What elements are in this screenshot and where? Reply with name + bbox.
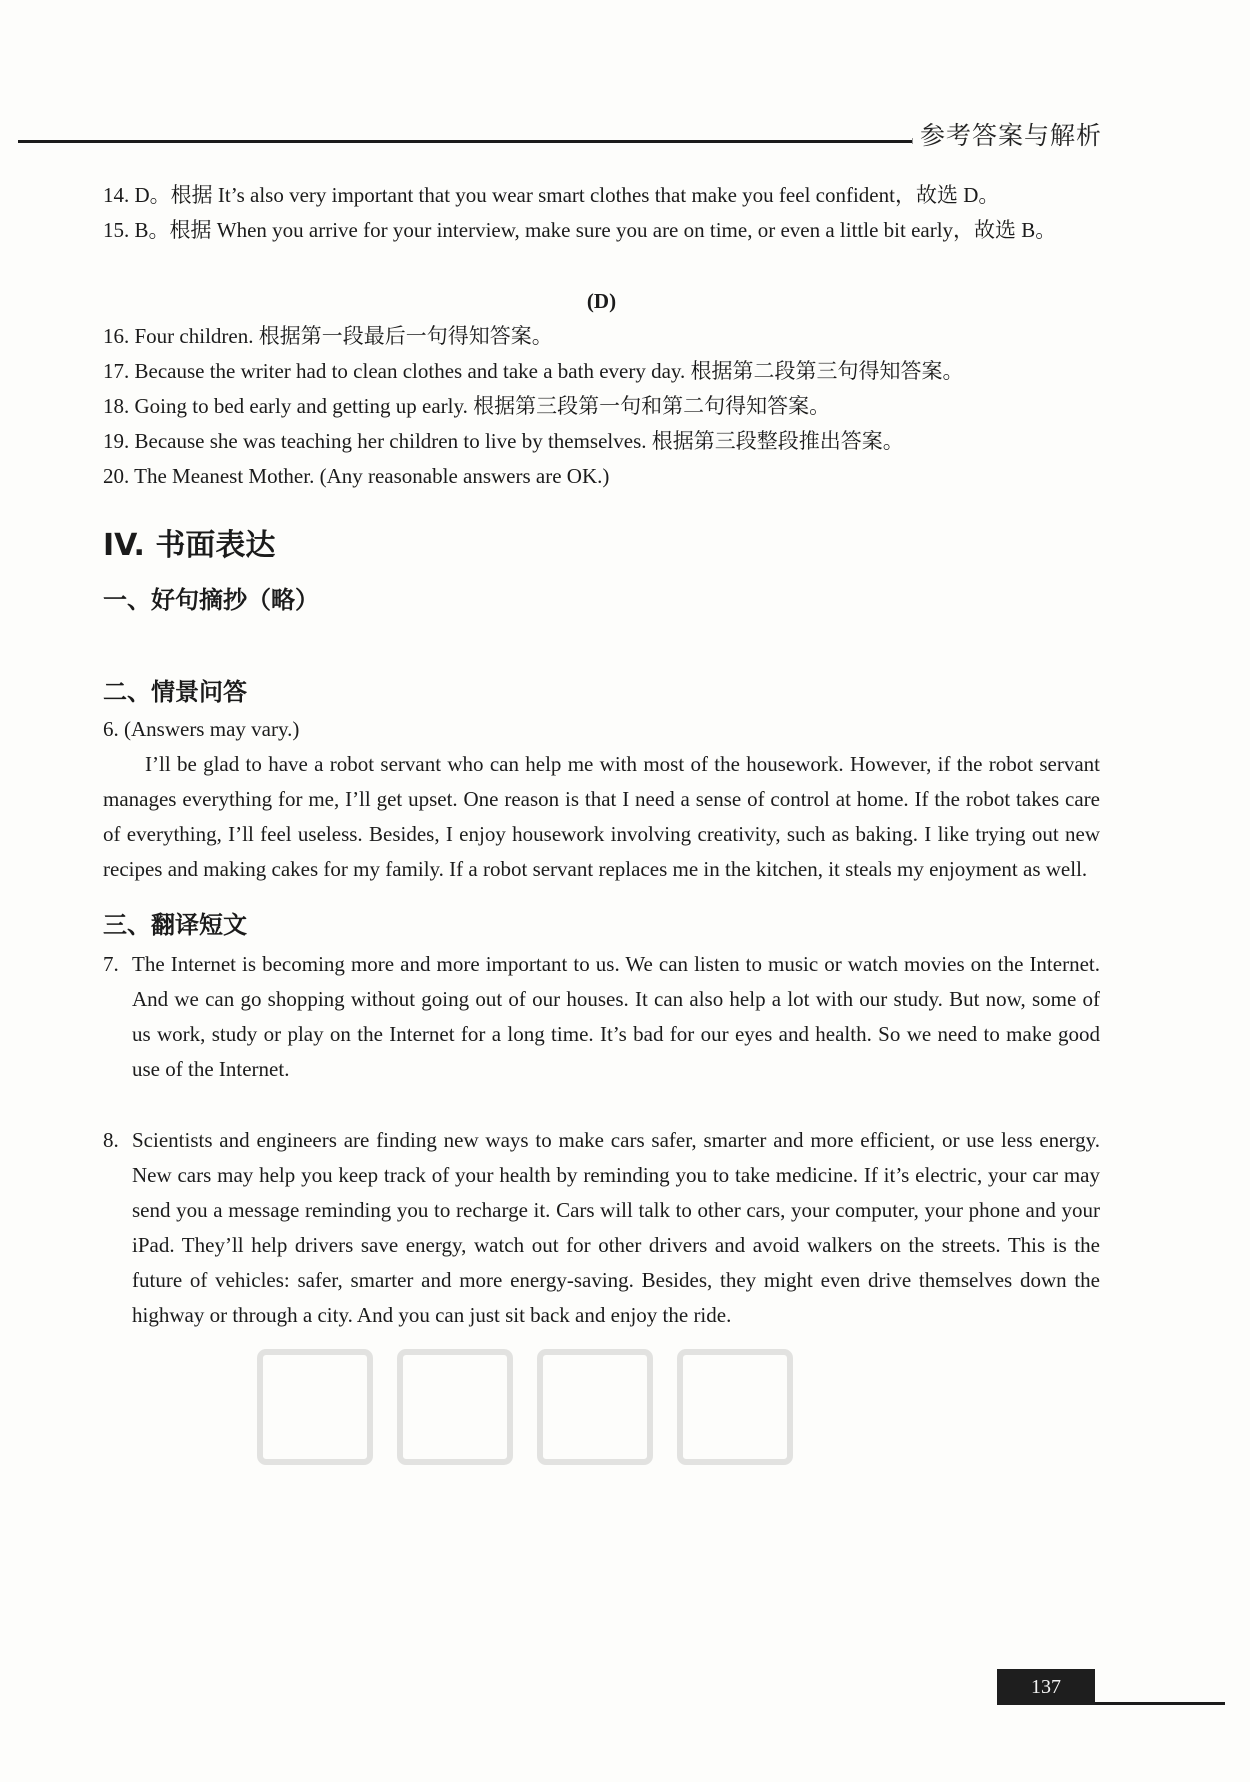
footer-rule: [1095, 1702, 1225, 1705]
translation-item-7-text: The Internet is becoming more and more important to us. We can listen to music or watch movies on the Internet. And we can go shopping without going out of our houses. It can also help a lot with our study. But now, some of us work, study or play on the Internet for a long time. It’s bad for our eyes and health. So we need to make good use of the Internet.: [132, 952, 1100, 1081]
translation-item-7-number: 7.: [103, 952, 119, 976]
translation-item-8-number: 8.: [103, 1128, 119, 1152]
question-6-answer: I’ll be glad to have a robot servant who can help me with most of the housework. However, if the robot servant manages everything for me, I’ll get upset. One reason is that I need a sense of control at home. If the robot takes care of everything, I’ll feel useless. Besides, I enjoy housework involving creativity, such as baking. I like trying out new recipes and making cakes for my family. If a robot servant replaces me in the kitchen, it steals my enjoyment as well.: [103, 752, 1100, 881]
part3-heading: 三、翻译短文: [103, 911, 247, 939]
part1-heading: 一、好句摘抄（略）: [103, 586, 319, 614]
answer-item-14: 14. D。根据 It’s also very important that you wear smart clothes that make you feel confident，故选 D。: [103, 183, 1000, 207]
section-iv-heading: IV. 书面表达: [103, 528, 276, 563]
page-number: 137: [997, 1669, 1095, 1705]
section-d-label: (D): [586, 289, 617, 313]
content-body: [103, 178, 1100, 1333]
header-separator: [912, 138, 913, 144]
watermark-graphic: [250, 1332, 810, 1482]
answer-item-16: 16. Four children. 根据第一段最后一句得知答案。: [103, 324, 553, 348]
question-6-label: 6. (Answers may vary.): [103, 717, 300, 741]
translation-item-8: [103, 1123, 1100, 1333]
answer-item-19: 19. Because she was teaching her children to live by themselves. 根据第三段整段推出答案。: [103, 429, 904, 453]
header-rule: [18, 140, 913, 143]
answer-item-15: 15. B。根据 When you arrive for your interview, make sure you are on time, or even a little bit early，故选 B。: [103, 218, 1057, 242]
translation-item-7: [103, 947, 1100, 1087]
answer-item-18: 18. Going to bed early and getting up early. 根据第三段第一句和第二句得知答案。: [103, 394, 831, 418]
answer-item-20: 20. The Meanest Mother. (Any reasonable answers are OK.): [103, 464, 610, 488]
translation-item-8-text: Scientists and engineers are finding new ways to make cars safer, smarter and more efficient, or use less energy. New cars may help you keep track of your health by reminding you to take medicine. If it’s electric, your car may send you a message reminding you to recharge it. Cars will talk to other cars, your computer, your phone and your iPad. They’ll help drivers save energy, watch out for other drivers and avoid walkers on the streets. This is the future of vehicles: safer, smarter and more energy-saving. Besides, they might even drive themselves down the highway or through a city. And you can just sit back and enjoy the ride.: [132, 1128, 1100, 1327]
running-header-title: 参考答案与解析: [919, 121, 1102, 150]
answer-item-17: 17. Because the writer had to clean clothes and take a bath every day. 根据第二段第三句得知答案。: [103, 359, 964, 383]
part2-heading: 二、情景问答: [103, 678, 247, 706]
